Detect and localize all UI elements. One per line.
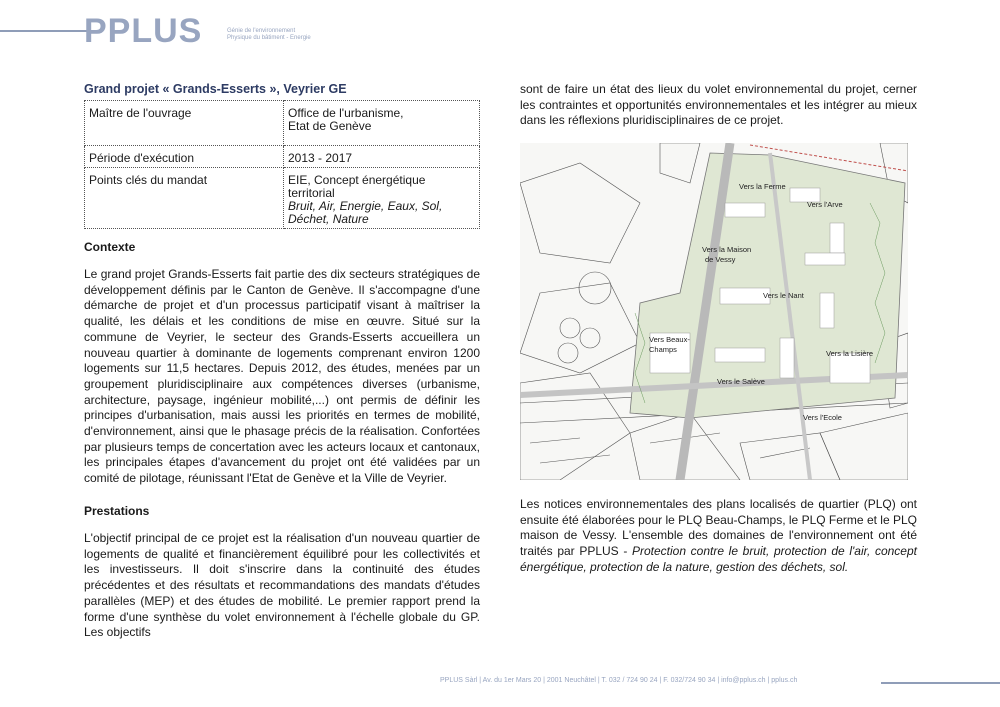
- plq-text-italic: Protection contre le bruit, protection de l'air, concept énergétique, protection de la nature, gestion des déchets, sol.: [520, 544, 917, 574]
- table-key: Maître de l'ouvrage: [85, 101, 284, 146]
- client-line-2: Etat de Genève: [288, 119, 372, 133]
- site-plan-image: [520, 143, 908, 480]
- footer-contact: PPLUS Sàrl | Av. du 1er Mars 20 | 2001 Neuchâtel | T. 032 / 724 90 24 | F. 032/724 90 34 | info@pplus.ch | pplus.ch: [440, 677, 798, 684]
- plq-text-main: Les notices environnementales des plans localisés de quartier (PLQ) ont ensuite été élaborées pour le PLQ Beau-Champs, le PLQ Ferme et le PLQ maison de Vessy. L'ensemble des domaines de l'environnement ont été traités par PPLUS -: [520, 497, 917, 559]
- prestations-text: L'objectif principal de ce projet est la réalisation d'un nouveau quartier de logements de qualité et financièrement équilibré pour les collectivités et les investisseurs. Il doit s'inscrire dans la continuité des études précédentes et des résultats et recommandations des mandats d'études parallèles (MEP) et des études de mobilité. Le premier rapport prend la forme d'une synthèse du volet environnement à l'échelle globale du GP. Les objectifs: [84, 531, 480, 640]
- contexte-heading: Contexte: [84, 240, 136, 254]
- map-label-nant: Vers le Nant: [763, 291, 804, 300]
- project-info-table: [84, 100, 480, 229]
- tagline-line-1: Génie de l'environnement: [227, 28, 296, 34]
- table-row: [85, 168, 480, 229]
- logo-tagline: [227, 28, 311, 42]
- left-column: [84, 82, 480, 229]
- section-contexte: [84, 240, 480, 487]
- map-label-ecole: Vers l'Ecole: [803, 413, 842, 422]
- map-label-saleve: Vers le Salève: [717, 377, 765, 386]
- map-label-lisiere: Vers la Lisière: [826, 349, 874, 358]
- table-row: [85, 101, 480, 146]
- plq-text: [520, 497, 917, 576]
- site-plan-drawing: [520, 143, 908, 480]
- section-prestations: [84, 504, 480, 641]
- mandate-domains: Bruit, Air, Energie, Eaux, Sol, Déchet, Nature: [288, 199, 443, 226]
- page-title: Grand projet « Grands-Esserts », Veyrier GE: [84, 82, 347, 96]
- map-label-beaux-1: Vers Beaux-: [649, 335, 690, 344]
- right-column-top: [520, 82, 917, 129]
- table-value: 2013 - 2017: [284, 146, 480, 168]
- table-key: Points clés du mandat: [85, 168, 284, 229]
- tagline-line-2: Physique du bâtiment - Energie: [227, 35, 311, 41]
- client-line-1: Office de l'urbanisme,: [288, 106, 404, 120]
- table-value: [284, 168, 480, 229]
- map-label-maison-1: Vers la Maison: [702, 245, 752, 254]
- table-key: Période d'exécution: [85, 146, 284, 168]
- map-label-maison-2: de Vessy: [705, 255, 736, 264]
- contexte-text: Le grand projet Grands-Esserts fait partie des dix secteurs stratégiques de développement définis par le Canton de Genève. Il s'accompagne d'une démarche de projet et d'un processus participatif visant à maîtriser la qualité, les délais et les conditions de mise en œuvre. Situé sur la commune de Veyrier, le secteur des Grands-Esserts accueillera un nouveau quartier à dominante de logements comprenant environ 1200 logements sur 11,5 hectares. Depuis 2012, des études, menées par un groupement pluridisciplinaire aux compétences diverses (urbanisme, architecture, paysage, ingénieur mobilité,...) ont permis de définir les principes d'urbanisation, mais aussi les priorités en termes de mobilité, d'environnement, ainsi que le phasage précis de la réalisation. Confortées par plusieurs temps de concertation avec les acteurs locaux et cantonaux, les principales étapes d'avancement du projet ont été validées par un comité de pilotage, réunissant l'Etat de Genève et la Ville de Veyrier.: [84, 267, 480, 486]
- table-row: [85, 146, 480, 168]
- prestations-heading: Prestations: [84, 504, 150, 518]
- mandate-main: EIE, Concept énergétique territorial: [288, 173, 426, 200]
- right-column-bottom: [520, 497, 917, 576]
- map-label-ferme: Vers la Ferme: [739, 182, 786, 191]
- pplus-logo: PPLUS: [84, 12, 203, 50]
- footer-rule: [881, 682, 1000, 684]
- map-label-beaux-2: Champs: [649, 345, 677, 354]
- table-value: [284, 101, 480, 146]
- map-label-arve: Vers l'Arve: [807, 200, 843, 209]
- objectives-text: sont de faire un état des lieux du volet environnemental du projet, cerner les contraintes et opportunités environnementales et les intégrer au mieux dans les réflexions pluridisciplinaires de ce projet.: [520, 82, 917, 128]
